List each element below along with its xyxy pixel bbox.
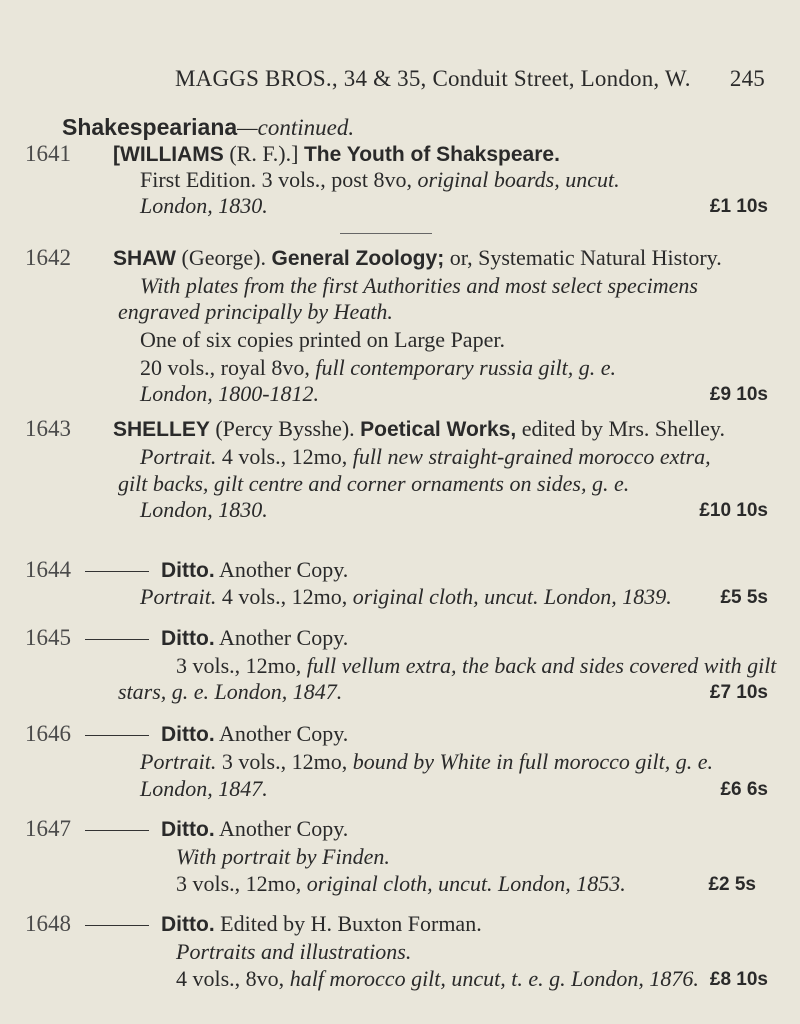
header-title: MAGGS BROS., 34 & 35, Conduit Street, London, W.	[175, 66, 691, 91]
price: £2 5s	[708, 874, 756, 895]
description: One of six copies printed on Large Paper.	[140, 327, 505, 352]
title: General Zoology;	[271, 247, 445, 270]
title-detail: Another Copy.	[214, 816, 349, 841]
entry-line	[140, 749, 770, 775]
entry-line	[85, 557, 770, 583]
ditto: Ditto.	[161, 818, 215, 841]
description: engraved principally by Heath.	[118, 299, 393, 324]
binding: full new straight-grained morocco extra,	[352, 444, 711, 469]
description: With plates from the first Authorities and most select specimens	[140, 273, 698, 298]
ditto: Ditto.	[161, 723, 215, 746]
illustration-note: Portraits and illustrations.	[176, 939, 412, 964]
format: 20 vols., royal 8vo,	[140, 355, 316, 380]
divider	[340, 233, 432, 234]
format: 4 vols., 8vo,	[176, 966, 290, 991]
format: 4 vols., 12mo,	[216, 584, 353, 609]
title: The Youth of Shakspeare.	[303, 143, 560, 166]
ditto: Ditto.	[161, 627, 215, 650]
price: £5 5s	[720, 587, 768, 608]
entry-line	[85, 911, 770, 937]
lot-number: 1642	[25, 245, 71, 270]
illustration-note: With portrait by Finden.	[176, 844, 390, 869]
binding: original cloth, uncut. London, 1839.	[352, 584, 672, 609]
ditto: Ditto.	[161, 559, 215, 582]
binding: original cloth, uncut. London, 1853.	[306, 871, 626, 896]
author-detail: (Percy Bysshe).	[209, 416, 361, 441]
binding: full vellum extra, the back and sides covered with gilt	[306, 653, 777, 678]
ditto-dash	[85, 830, 149, 831]
section-heading	[62, 114, 354, 141]
author: [WILLIAMS	[113, 143, 224, 166]
imprint: stars, g. e. London, 1847.	[118, 679, 343, 704]
title-detail: Edited by H. Buxton Forman.	[214, 911, 482, 936]
imprint: London, 1830.	[140, 497, 268, 522]
entry-line	[113, 141, 770, 167]
imprint: London, 1847.	[140, 776, 268, 801]
price: £1 10s	[709, 196, 768, 217]
entry-line	[176, 966, 770, 992]
section-title: Shakespeariana	[62, 114, 238, 140]
format: 4 vols., 12mo,	[216, 444, 353, 469]
binding: gilt backs, gilt centre and corner ornaments on sides, g. e.	[118, 471, 630, 496]
title-detail: edited by Mrs. Shelley.	[516, 416, 725, 441]
binding: bound by White in full morocco gilt, g. e.	[352, 749, 713, 774]
binding: full contemporary russia gilt, g. e.	[315, 355, 617, 380]
format: 3 vols., 12mo,	[216, 749, 353, 774]
ditto: Ditto.	[161, 913, 215, 936]
page-number: 245	[729, 66, 765, 91]
entry-line	[85, 625, 770, 651]
price: £7 10s	[709, 682, 768, 703]
ditto-dash	[85, 639, 149, 640]
ditto-dash	[85, 571, 149, 572]
price: £8 10s	[709, 969, 768, 990]
entry-line	[140, 444, 770, 470]
entry-line	[113, 245, 770, 271]
lot-number: 1645	[25, 625, 71, 650]
format: 3 vols., 12mo,	[176, 653, 307, 678]
ditto-dash	[85, 735, 149, 736]
imprint: London, 1830.	[140, 193, 268, 218]
format: 3 vols., 12mo,	[176, 871, 307, 896]
illustration-note: Portrait.	[140, 444, 217, 469]
ditto-dash	[85, 925, 149, 926]
entry-line	[176, 871, 770, 897]
title: Poetical Works,	[360, 418, 517, 441]
binding: original boards, uncut.	[417, 167, 620, 192]
lot-number: 1646	[25, 721, 71, 746]
title-detail: Another Copy.	[214, 625, 349, 650]
lot-number: 1644	[25, 557, 71, 582]
page-header	[175, 66, 765, 92]
binding: half morocco gilt, uncut, t. e. g. London, 1876.	[289, 966, 699, 991]
author-detail: (R. F.).]	[223, 141, 304, 166]
entry-line	[85, 816, 770, 842]
author: SHAW	[113, 247, 176, 270]
section-continued: —continued.	[237, 115, 355, 140]
lot-number: 1647	[25, 816, 71, 841]
entry-line	[140, 584, 770, 610]
illustration-note: Portrait.	[140, 749, 217, 774]
author: SHELLEY	[113, 418, 210, 441]
price: £10 10s	[699, 500, 768, 521]
title-detail: Another Copy.	[214, 721, 349, 746]
title-detail: Another Copy.	[214, 557, 349, 582]
lot-number: 1641	[25, 141, 71, 166]
author-detail: (George).	[176, 245, 272, 270]
price: £9 10s	[709, 384, 768, 405]
description: First Edition. 3 vols., post 8vo,	[140, 167, 418, 192]
price: £6 6s	[720, 779, 768, 800]
entry-line	[85, 721, 770, 747]
entry-line	[113, 416, 770, 442]
entry-line	[140, 355, 770, 381]
imprint: London, 1800-1812.	[140, 381, 320, 406]
illustration-note: Portrait.	[140, 584, 217, 609]
title-detail: or, Systematic Natural History.	[444, 245, 722, 270]
lot-number: 1648	[25, 911, 71, 936]
entry-line	[140, 167, 770, 193]
entry-line	[176, 653, 777, 679]
lot-number: 1643	[25, 416, 71, 441]
